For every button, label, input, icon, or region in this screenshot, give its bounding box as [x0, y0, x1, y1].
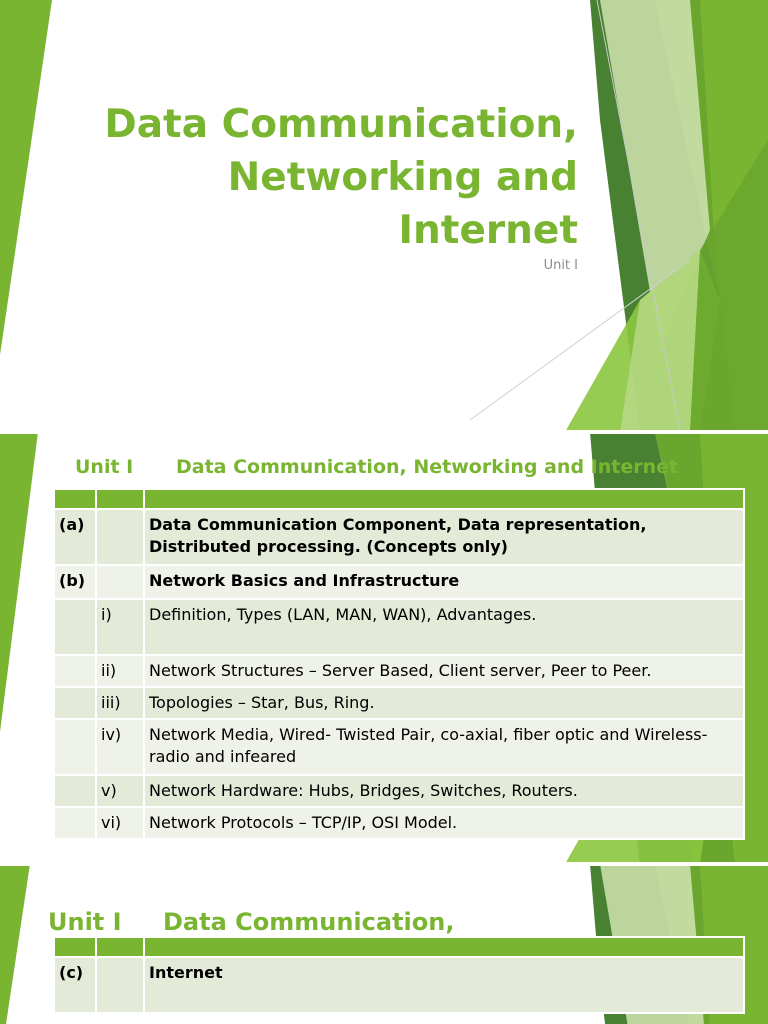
table-row [54, 509, 744, 565]
title-line: Internet [398, 208, 578, 253]
row-letter: (c) [54, 957, 96, 1013]
row-numeral [96, 957, 144, 1013]
table-row [54, 655, 744, 687]
row-text: Internet [144, 957, 744, 1013]
row-text: Network Protocols – TCP/IP, OSI Model. [144, 807, 744, 839]
table-row [54, 807, 744, 839]
row-text: Topologies – Star, Bus, Ring. [144, 687, 744, 719]
slide-title [18, 98, 578, 257]
unit-title: Data Communication, Networking and Internet [176, 456, 679, 478]
slide-separator [0, 862, 768, 866]
row-numeral: iii) [96, 687, 144, 719]
table-row [54, 687, 744, 719]
unit-heading [48, 908, 454, 936]
table-row [54, 957, 744, 1013]
row-text: Network Hardware: Hubs, Bridges, Switches, Routers. [144, 775, 744, 807]
row-letter [54, 807, 96, 839]
title-line: Data Communication, [104, 102, 578, 147]
row-numeral [96, 509, 144, 565]
syllabus-slide [0, 432, 768, 864]
row-numeral: i) [96, 599, 144, 655]
unit-label: Unit I [75, 456, 134, 478]
row-text: Network Basics and Infrastructure [144, 565, 744, 599]
syllabus-slide-continued [0, 864, 768, 1024]
title-slide [0, 0, 768, 432]
row-letter: (a) [54, 509, 96, 565]
row-numeral [96, 565, 144, 599]
table-row [54, 719, 744, 775]
row-text: Network Structures – Server Based, Client server, Peer to Peer. [144, 655, 744, 687]
row-letter [54, 599, 96, 655]
row-letter [54, 719, 96, 775]
table-row [54, 599, 744, 655]
row-text: Definition, Types (LAN, MAN, WAN), Advantages. [144, 599, 744, 655]
row-text: Data Communication Component, Data representation, Distributed processing. (Concepts only) [144, 509, 744, 565]
row-letter [54, 655, 96, 687]
syllabus-table [53, 936, 745, 1014]
row-letter [54, 687, 96, 719]
table-header-row [54, 489, 744, 509]
unit-title: Data Communication, [163, 908, 455, 936]
table-row [54, 565, 744, 599]
slide-separator [0, 430, 768, 434]
title-line: Networking and [227, 155, 578, 200]
unit-heading [75, 456, 678, 478]
slide-subtitle: Unit I [543, 258, 578, 273]
row-numeral: ii) [96, 655, 144, 687]
row-text: Network Media, Wired- Twisted Pair, co-axial, fiber optic and Wireless-radio and infeared [144, 719, 744, 775]
unit-label: Unit I [48, 908, 122, 936]
syllabus-table [53, 488, 745, 840]
row-numeral: vi) [96, 807, 144, 839]
row-letter: (b) [54, 565, 96, 599]
row-numeral: iv) [96, 719, 144, 775]
row-numeral: v) [96, 775, 144, 807]
table-header-row [54, 937, 744, 957]
row-letter [54, 775, 96, 807]
table-row [54, 775, 744, 807]
